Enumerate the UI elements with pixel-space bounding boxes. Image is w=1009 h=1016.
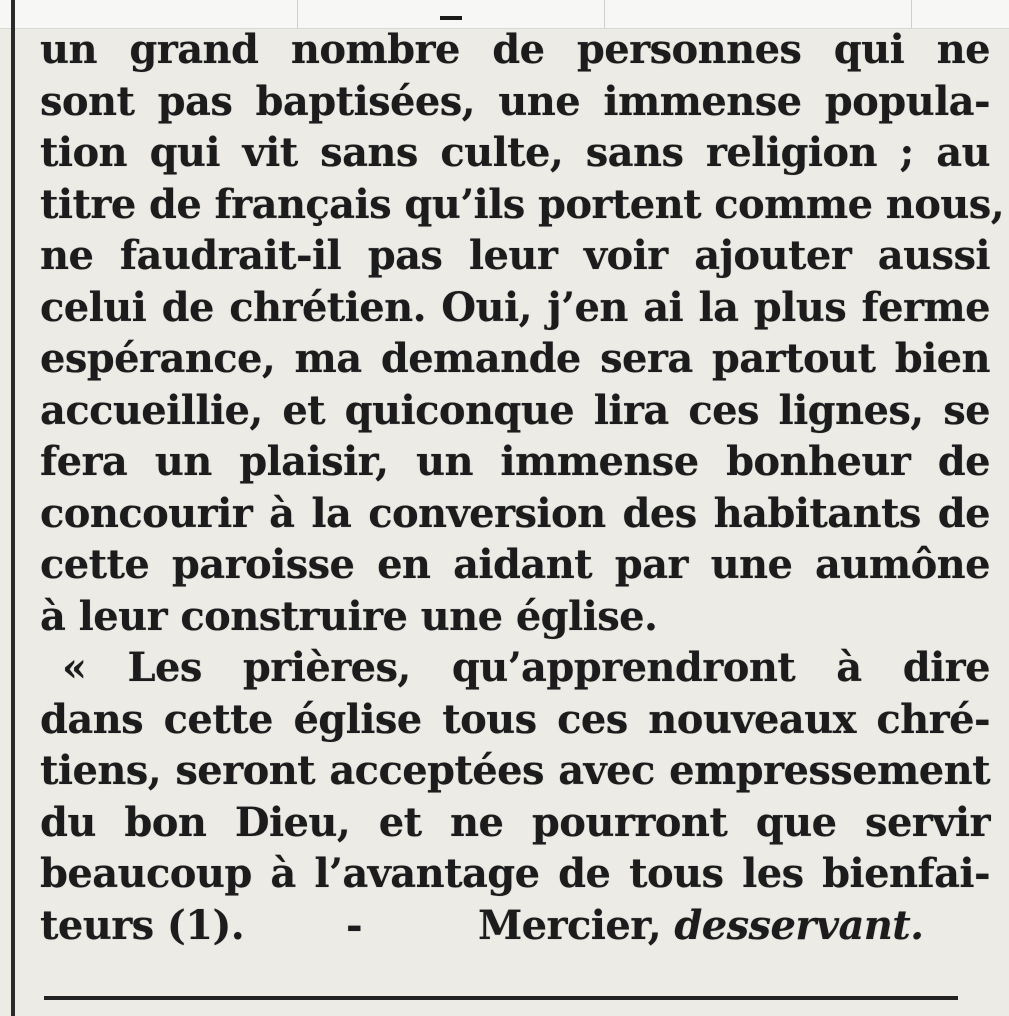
text-line: tion qui vit sans culte, sans religion ; au [40,129,990,176]
paragraph-end-line: à leur construire une église. [40,592,658,640]
column-left-rule [11,0,15,1016]
signature-line [40,900,990,952]
text-line: concourir à la conversion des habitants de [40,489,990,537]
text-line: ne faudrait-il pas leur voir ajouter aussi [40,232,990,279]
text-line: tiens, seront acceptées avec empressement [40,747,990,794]
closing-text: teurs (1). [40,901,245,949]
text-line: titre de français qu’ils portent comme nous, [40,180,1005,228]
text-line: dans cette église tous ces nouveaux chré- [40,695,990,743]
section-separator-rule [44,996,958,1000]
text-line: beaucoup à l’avantage de tous les bienfai- [40,850,990,897]
strip-mark [440,16,462,20]
text-line: du bon Dieu, et ne pourront que servir [40,798,990,846]
paragraph-start-line: « Les prières, qu’apprendront à dire [62,644,990,691]
text-line: un grand nombre de personnes qui ne [40,26,990,73]
text-line: fera un plaisir, un immense bonheur de [40,438,990,485]
signature-dash: - [346,901,363,949]
text-line: cette paroisse en aidant par une aumône [40,541,990,588]
signature [478,900,923,952]
signer-title: desservant. [674,901,924,949]
text-line: celui de chrétien. Oui, j’en ai la plus ferme [40,283,990,331]
text-line: sont pas baptisées, une immense popula- [40,77,990,125]
article-column [40,24,1005,951]
text-line: accueillie, et quiconque lira ces lignes, se [40,386,990,434]
signer-name: Mercier, [478,901,662,949]
text-line: espérance, ma demande sera partout bien [40,335,990,382]
